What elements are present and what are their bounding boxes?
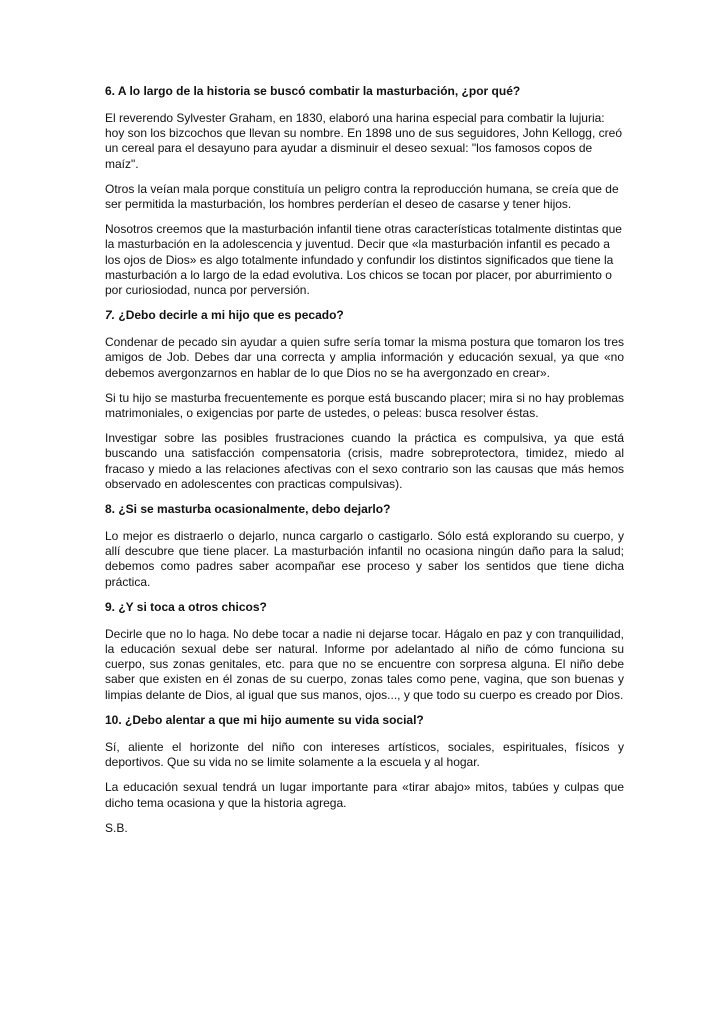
question-8-heading: 8. ¿Si se masturba ocasionalmente, debo dejarlo? <box>105 502 391 517</box>
question-7-paragraph-3: Investigar sobre las posibles frustraciones cuando la práctica es compulsiva, ya que está buscando una satisfacción compensatoria (crisis, madre sobreprotectora, timidez, miedo al fracaso y miedo a las relaciones afectivas con el sexo contrario son las causas que más hemos observado en adolescentes con practicas compulsivas). <box>105 431 624 491</box>
question-8-paragraph-1: Lo mejor es distraerlo o dejarlo, nunca cargarlo o castigarlo. Sólo está explorando su cuerpo, y allí descubre que tiene placer. La masturbación infantil no ocasiona ningún daño para la salud; debemos como padres saber acompañar ese proceso y saber los sentidos que tiene dicha práctica. <box>105 529 624 589</box>
question-6-paragraph-3: Nosotros creemos que la masturbación infantil tiene otras características totalmente distintas que la masturbación en la adolescencia y juventud. Decir que «la masturbación infantil es pecado a los ojos de Dios» es algo totalmente infundado y confundir los distintos significados que tiene la masturbación a lo largo de la edad evolutiva. Los chicos se tocan por placer, por aburrimiento o por curiosiodad, nunca por perversión. <box>105 222 622 298</box>
question-9-heading: 9. ¿Y si toca a otros chicos? <box>105 599 267 614</box>
question-6-heading: 6. A lo largo de la historia se buscó combatir la masturbación, ¿por qué? <box>105 84 521 98</box>
question-7-paragraph-1: Condenar de pecado sin ayudar a quien sufre sería tomar la misma postura que tomaron los tres amigos de Job. Debes dar una correcta y amplia información y educación sexual, ya que «no debemos avergonzarnos en hablar de lo que Dios no se ha avergonzado en crear». <box>105 335 624 380</box>
question-10-paragraph-1: Sí, aliente el horizonte del niño con intereses artísticos, sociales, espirituales, físicos y deportivos. Que su vida no se limite solamente a la escuela y al hogar. <box>105 739 624 770</box>
question-6-paragraph-2: Otros la veían mala porque constituía un peligro contra la reproducción humana, se creía que de ser permitida la masturbación, los hombres perderían el deseo de casarse y tener hijos. <box>105 181 619 212</box>
question-6-paragraph-1: El reverendo Sylvester Graham, en 1830, elaboró una harina especial para combatir la lujuria: hoy son los bizcochos que llevan su nombre. En 1898 uno de sus seguidores, John Kellogg, creó un cereal para el desayuno para ayudar a disminuir el deseo sexual: "los famosos copos de maíz". <box>105 111 622 171</box>
question-7-heading <box>105 308 624 323</box>
question-10-heading: 10. ¿Debo alentar a que mi hijo aumente su vida social? <box>105 712 424 727</box>
question-10-paragraph-2: La educación sexual tendrá un lugar importante para «tirar abajo» mitos, tabúes y culpas que dicho tema ocasiona y que la historia agrega. <box>105 780 624 810</box>
author-signature: S.B. <box>105 820 128 835</box>
question-9-paragraph-1: Decirle que no lo haga. No debe tocar a nadie ni dejarse tocar. Hágalo en paz y con tranquilidad, la educación sexual debe ser natural. Informe por adelantado al niño de cómo funciona su cuerpo, sus zonas genitales, etc. para que no se encuentre con sorpresa alguna. El niño debe saber que existen en él zonas de su cuerpo, zonas tales como pene, vagina, que son buenas y limpias delante de Dios, al igual que sus manos, ojos..., y que todo su cuerpo es creado por Dios. <box>105 626 624 702</box>
question-7-paragraph-2: Si tu hijo se masturba frecuentemente es porque está buscando placer; mira si no hay problemas matrimoniales, o exigencias por parte de ustedes, o peleas: busca resolver éstas. <box>105 390 624 421</box>
question-7-number: 7. <box>105 308 116 323</box>
question-7-text: ¿Debo decirle a mi hijo que es pecado? <box>118 308 344 323</box>
